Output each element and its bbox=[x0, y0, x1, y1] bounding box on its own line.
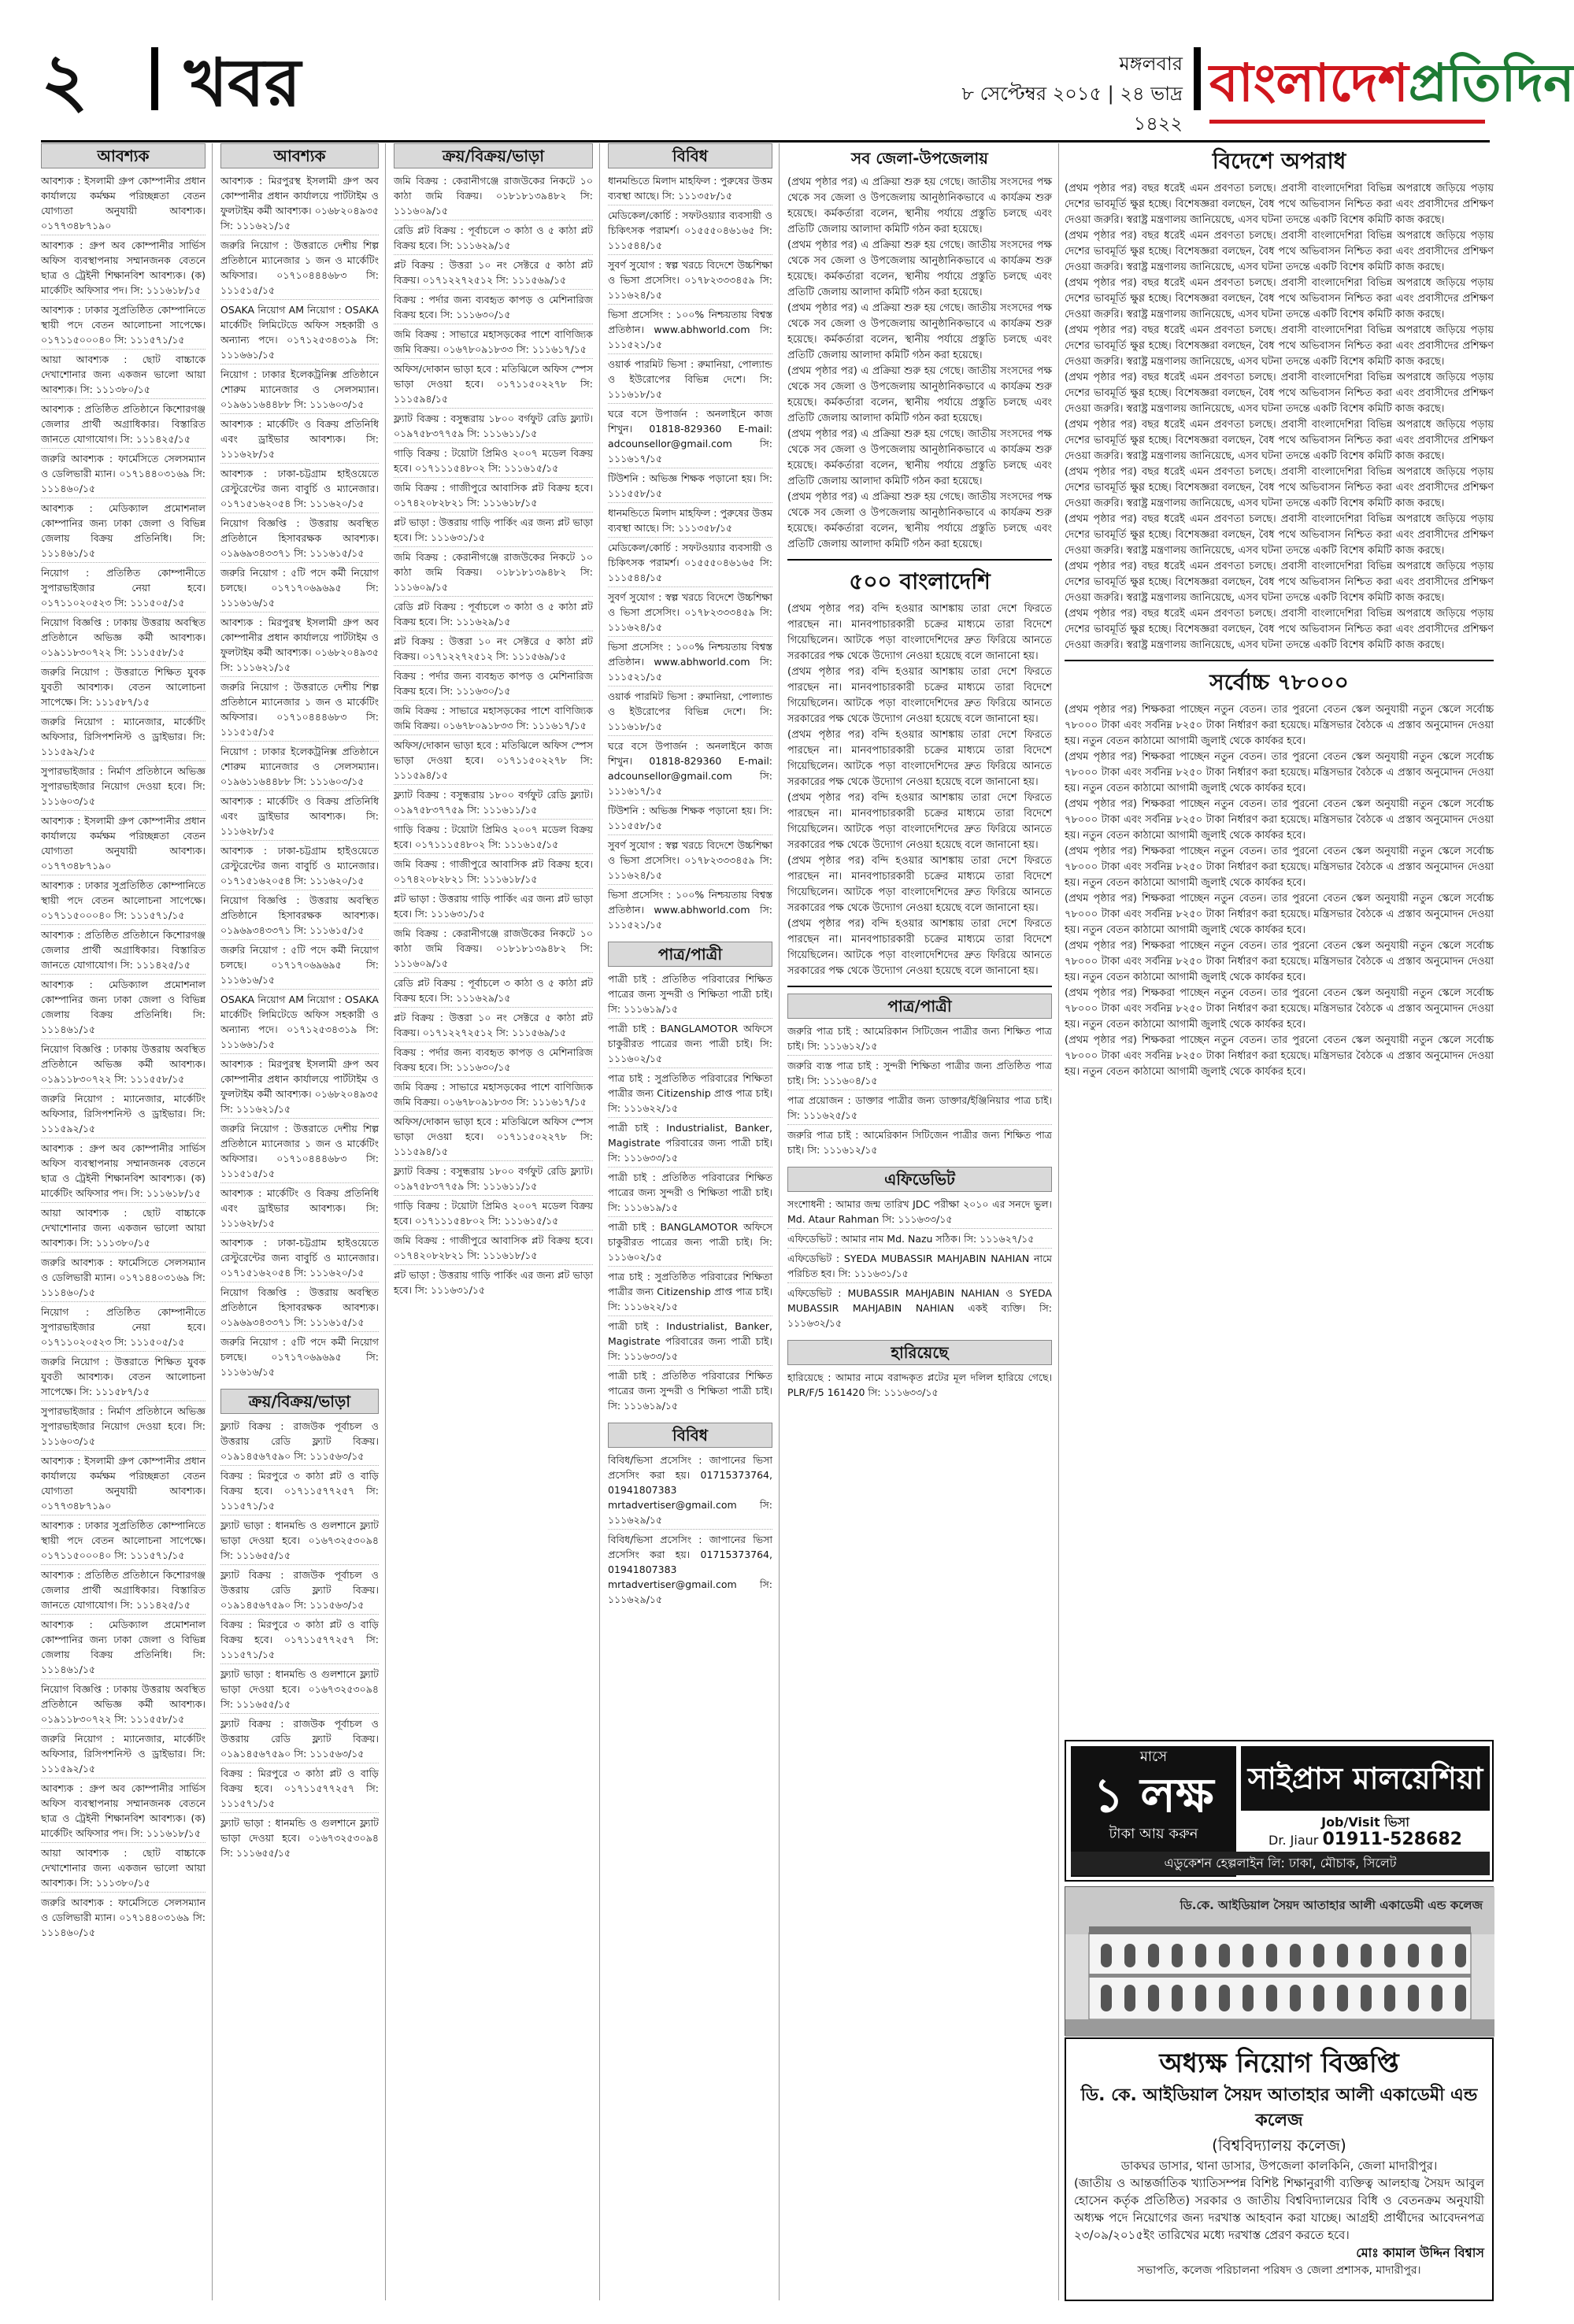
news-body: (প্রথম পৃষ্ঠার পর) শিক্ষকরা পাচ্ছেন নতুন বেতন। তার পুরনো বেতন স্কেল অনুযায়ী নতুন স্কেলে সর্বোচ্চ ৭৮০০০ টাকা এবং সর্বনিম্ন ৮২৫০ টাকা নির্ধারণ করা হয়েছে। মন্ত্রিসভার বৈঠকে এ প্রস্তাব অনুমোদন দেওয়া হয়। নতুন বেতন কাঠামো আগামী জুলাই থেকে কার্যকর হবে। bbox=[1065, 704, 1494, 747]
classified-ad: মেডিকেল/কোর্চি : সফটওয়্যার ব্যবসায়ী ও চিকিৎসক পরামর্শ। ০১৫৫৫০৪৬১৬৫ সি: ১১১৫৪৪/১৫ bbox=[608, 537, 772, 587]
classified-ad: পাত্র চাই : সুপ্রতিষ্ঠিত পরিবারের শিক্ষিতা পাত্রীর জন্য Citizenship প্রাপ্ত পাত্র চাই। সি: ১১১৬২২/১৫ bbox=[608, 1266, 772, 1316]
classified-ad: রেডি প্লট বিক্রয় : পূর্বাচলে ৩ কাঠা ও ৫ কাঠা প্লট বিক্রয় হবে। সি: ১১১৬২৯/১৫ bbox=[394, 596, 593, 631]
classified-ad: এফিডেভিট : আমার নাম Md. Nazu সঠিক। সি: ১১১৬২৭/১৫ bbox=[787, 1228, 1052, 1248]
classified-ad: নিয়োগ : প্রতিষ্ঠিত কোম্পানীতে সুপারভাইজার নেয়া হবে। ০১৭১১০২০৫২৩ সি: ১১১৫০৫/১৫ bbox=[41, 1301, 206, 1351]
classified-ad: হারিয়েছে : আমার নামে বরাদ্দকৃত প্লটের মূল দলিল হারিয়ে গেছে। PLR/F/5 161420 সি: ১১১৬৩৩/১৫ bbox=[787, 1371, 1052, 1398]
classified-ad: ফ্ল্যাট বিক্রয় : বসুন্ধরায় ১৮০০ বর্গফুট রেডি ফ্ল্যাট। ০১৯৭৫৮৩৭৭৫৯ সি: ১১১৬১১/১৫ bbox=[394, 1160, 593, 1195]
promo-headline: ১ লক্ষ bbox=[1093, 1768, 1214, 1823]
classified-ad: আবশ্যক : প্রতিষ্ঠিত প্রতিষ্ঠানে কিশোরগঞ্জ জেলার প্রার্থী অগ্রাধিকার। বিস্তারিত জানতে যোগাযোগ। সি: ১১১৪২৫/১৫ bbox=[41, 924, 206, 974]
column-2 bbox=[220, 143, 386, 2300]
classified-ad: নিয়োগ বিজ্ঞপ্তি : উত্তরায় অবস্থিত প্রতিষ্ঠানে হিসাবরক্ষক আবশ্যক। ০১৯৬৯৩৪৩৩৭১ সি: ১১১৬১৫/১৫ bbox=[220, 513, 379, 562]
signatory-name: মোঃ কামাল উদ্দিন বিশ্বাস bbox=[1356, 2245, 1484, 2260]
classified-ad: বিক্রয় : পর্দার জন্য ব্যবহৃত কাপড় ও মেশিনারিজ বিক্রয় হবে। সি: ১১১৬৩০/১৫ bbox=[394, 665, 593, 700]
classified-ad: জরুরি নিয়োগ : উত্তরাতে শিক্ষিত যুবক যুবতী আবশ্যক। বেতন আলোচনা সাপেক্ষে। সি: ১১১৫৮৭/১৫ bbox=[41, 661, 206, 711]
classified-ad: পাত্রী চাই : Industrialist, Banker, Magistrate পরিবারের জন্য পাত্রী চাই। সি: ১১১৬৩৩/১৫ bbox=[608, 1117, 772, 1167]
promo-contact-name: Dr. Jiaur bbox=[1268, 1833, 1319, 1848]
column-1 bbox=[41, 143, 213, 2300]
classified-ad: OSAKA নিয়োগ AM নিয়োগ : OSAKA মার্কেটিং লিমিটেডে অফিস সহকারী ও অন্যান্য পদে। ০১৭১২৫৩৪৩১৯ সি: ১১১৬৬১/১৫ bbox=[220, 989, 379, 1053]
classified-ad: নিয়োগ : প্রতিষ্ঠিত কোম্পানীতে সুপারভাইজার নেয়া হবে। ০১৭১১০২০৫২৩ সি: ১১১৫০৫/১৫ bbox=[41, 562, 206, 612]
column-6 bbox=[1065, 143, 1494, 1734]
classified-ad: OSAKA নিয়োগ AM নিয়োগ : OSAKA মার্কেটিং লিমিটেডে অফিস সহকারী ও অন্যান্য পদে। ০১৭১২৫৩৪৩১৯ সি: ১১১৬৬১/১৫ bbox=[220, 299, 379, 364]
news-body: (প্রথম পৃষ্ঠার পর) শিক্ষকরা পাচ্ছেন নতুন বেতন। তার পুরনো বেতন স্কেল অনুযায়ী নতুন স্কেলে সর্বোচ্চ ৭৮০০০ টাকা এবং সর্বনিম্ন ৮২৫০ টাকা নির্ধারণ করা হয়েছে। মন্ত্রিসভার বৈঠকে এ প্রস্তাব অনুমোদন দেওয়া হয়। নতুন বেতন কাঠামো আগামী জুলাই থেকে কার্যকর হবে। bbox=[1065, 1034, 1494, 1078]
divider bbox=[787, 986, 1052, 987]
classified-ad: ফ্ল্যাট ভাড়া : ধানমন্ডি ও গুলশানে ফ্ল্যাট ভাড়া দেওয়া হবে। ০১৬৭৩২৫৩০৯৪ সি: ১১১৬৫৫/১৫ bbox=[220, 1812, 379, 1862]
section-name: খবর bbox=[184, 44, 302, 121]
classified-ad: টিউশনি : অভিজ্ঞ শিক্ষক পড়ানো হয়। সি: ১১১৫৫৮/১৫ bbox=[608, 468, 772, 502]
classified-ad: এফিডেভিট : MUBASSIR MAHJABIN NAHIAN ও SYEDA MUBASSIR MAHJABIN NAHIAN একই ব্যক্তি। সি: ১১১৬৩২/১৫ bbox=[787, 1282, 1052, 1332]
classified-ad: অফিস/দোকান ভাড়া হবে : মতিঝিলে অফিস স্পেস ভাড়া দেওয়া হবে। ০১৭১১৫০২২৭৮ সি: ১১১৫৯৪/১৫ bbox=[394, 1111, 593, 1160]
classified-ad: আবশ্যক : মিরপুরস্থ ইসলামী গ্রুপ অব কোম্পানীর প্রধান কার্যালয়ে পার্টটাইম ও ফুলটাইম কর্মী আবশ্যক। ০১৬৮২০৪৯৩৫ সি: ১১১৬২১/১৫ bbox=[220, 612, 379, 676]
classified-ad: নিয়োগ বিজ্ঞপ্তি : উত্তরায় অবস্থিত প্রতিষ্ঠানে হিসাবরক্ষক আবশ্যক। ০১৯৬৯৩৪৩৩৭১ সি: ১১১৬১৫/১৫ bbox=[220, 890, 379, 939]
classified-ad: জমি বিক্রয় : কেরানীগঞ্জে রাজউকের নিকটে ১০ কাঠা জমি বিক্রয়। ০১৮১৮১৩৯৪৮২ সি: ১১১৬০৯/১৫ bbox=[394, 175, 593, 216]
classified-ad: সংশোধনী : আমার জন্ম তারিখ JDC পরীক্ষা ২০১০ এর সনদে ভুল। Md. Ataur Rahman সি: ১১১৬৩৩/১৫ bbox=[787, 1198, 1052, 1225]
classified-ad: জরুরি নিয়োগ : ৫টি পদে কর্মী নিয়োগ চলছে। ০১৭১৭০৬৯৬৯৫ সি: ১১১৬১৬/১৫ bbox=[220, 562, 379, 612]
classified-ad: আবশ্যক : মেডিক্যাল প্রমোশনাল কোম্পানির জন্য ঢাকা জেলা ও বিভিন্ন জেলায় বিক্রয় প্রতিনিধি। সি: ১১১৪৬১/১৫ bbox=[41, 498, 206, 562]
classified-ad: আবশ্যক : মেডিক্যাল প্রমোশনাল কোম্পানির জন্য ঢাকা জেলা ও বিভিন্ন জেলায় বিক্রয় প্রতিনিধি। সি: ১১১৪৬১/১৫ bbox=[41, 974, 206, 1038]
classified-ad: প্লট ভাড়া : উত্তরায় গাড়ি পার্কিং এর জন্য প্লট ভাড়া হবে। সি: ১১১৬৩১/১৫ bbox=[394, 888, 593, 923]
classified-ad: বিক্রয় : মিরপুরে ৩ কাঠা প্লট ও বাড়ি বিক্রয় হবে। ০১৭১১৫৭৭২৫৭ সি: ১১১৫৭১/১৫ bbox=[220, 1763, 379, 1812]
classified-ad: ভিসা প্রসেসিং : ১০০% নিশ্চয়তায় বিশ্বস্ত প্রতিষ্ঠান। www.abhworld.com সি: ১১১৫২১/১৫ bbox=[608, 884, 772, 934]
news-headline: ৫০০ বাংলাদেশি bbox=[849, 568, 991, 594]
news-body: (প্রথম পৃষ্ঠার পর) বছর ধরেই এমন প্রবণতা চলছে। প্রবাসী বাংলাদেশিরা বিভিন্ন অপরাধে জড়িয়ে পড়ায় দেশের ভাবমূর্তি ক্ষুণ্ণ হচ্ছে। বিশেষজ্ঞরা বলছেন, বৈধ পথে অভিবাসন নিশ্চিত করা এবং প্রবাসীদের প্রশিক্ষণ দেওয়া জরুরি। স্বরাষ্ট্র মন্ত্রণালয় জানিয়েছে, এসব ঘটনা তদন্তে একটি বিশেষ কমিটি কাজ করছে। bbox=[1065, 466, 1494, 509]
news-headline: সব জেলা-উপজেলায় bbox=[851, 149, 988, 168]
classified-ad: সুবর্ণ সুযোগ : স্বল্প খরচে বিদেশে উচ্চশিক্ষা ও ভিসা প্রসেসিং। ০১৭৮২৩৩৩৪৫৯ সি: ১১১৬২৪/১৫ bbox=[608, 254, 772, 304]
classified-ad: ধানমন্ডিতে মিলাদ মাহফিল : পুরুষের উত্তম ব্যবস্থা আছে। সি: ১১১৩৫৮/১৫ bbox=[608, 175, 772, 202]
classified-ad: গাড়ি বিক্রয় : টয়োটা প্রিমিও ২০০৭ মডেল বিক্রয় হবে। ০১৭১১১৫৪৮০২ সি: ১১১৬১৫/১৫ bbox=[394, 819, 593, 853]
classified-ad: আবশ্যক : প্রতিষ্ঠিত প্রতিষ্ঠানে কিশোরগঞ্জ জেলার প্রার্থী অগ্রাধিকার। বিস্তারিত জানতে যোগাযোগ। সি: ১১১৪২৫/১৫ bbox=[41, 1564, 206, 1614]
classified-ad: জমি বিক্রয় : কেরানীগঞ্জে রাজউকের নিকটে ১০ কাঠা জমি বিক্রয়। ০১৮১৮১৩৯৪৮২ সি: ১১১৬০৯/১৫ bbox=[394, 546, 593, 596]
classified-ad: সুপারভাইজার : নির্মাণ প্রতিষ্ঠানে অভিজ্ঞ সুপারভাইজার নিয়োগ দেওয়া হবে। সি: ১১১৬০৩/১৫ bbox=[41, 760, 206, 810]
classified-ad: জমি বিক্রয় : গাজীপুরে আবাসিক প্লট বিক্রয় হবে। ০১৭৪২০৮২৮২১ সি: ১১১৬১৮/১৫ bbox=[394, 853, 593, 888]
classified-ad: জরুরি পাত্র চাই : আমেরিকান সিটিজেন পাত্রীর জন্য শিক্ষিত পাত্র চাই। সি: ১১১৬১২/১৫ bbox=[787, 1124, 1052, 1159]
classified-ad: গাড়ি বিক্রয় : টয়োটা প্রিমিও ২০০৭ মডেল বিক্রয় হবে। ০১৭১১১৫৪৮০২ সি: ১১১৬১৫/১৫ bbox=[394, 442, 593, 477]
news-body: (প্রথম পৃষ্ঠার পর) শিক্ষকরা পাচ্ছেন নতুন বেতন। তার পুরনো বেতন স্কেল অনুযায়ী নতুন স্কেলে সর্বোচ্চ ৭৮০০০ টাকা এবং সর্বনিম্ন ৮২৫০ টাকা নির্ধারণ করা হয়েছে। মন্ত্রিসভার বৈঠকে এ প্রস্তাব অনুমোদন দেওয়া হয়। নতুন বেতন কাঠামো আগামী জুলাই থেকে কার্যকর হবে। bbox=[1065, 846, 1494, 889]
classified-ad: নিয়োগ : ঢাকার ইলেকট্রনিক্স প্রতিষ্ঠানে শোরুম ম্যানেজার ও সেলসম্যান। ০১৯৬১১৬৪৪৮৮ সি: ১১১৬০৩/১৫ bbox=[220, 741, 379, 790]
classified-ad: জমি বিক্রয় : সাভারে মহাসড়কের পাশে বাণিজ্যিক জমি বিক্রয়। ০১৬৭৮০৯১৮৩৩ সি: ১১১৬১৭/১৫ bbox=[394, 324, 593, 358]
news-body: (প্রথম পৃষ্ঠার পর) বন্দি হওয়ার আশঙ্কায় তারা দেশে ফিরতে পারছেন না। মানবপাচারকারী চক্রের মাধ্যমে তারা বিদেশে গিয়েছিলেন। আটকে পড়া বাংলাদেশিদের দ্রুত ফিরিয়ে আনতে সরকারের পক্ষ থেকে উদ্যোগ নেওয়া হয়েছে বলে জানানো হয়। bbox=[787, 855, 1052, 914]
classified-ad: আবশ্যক : মার্কেটিং ও বিক্রয় প্রতিনিধি এবং ড্রাইভার আবশ্যক। সি: ১১১৬২৮/১৫ bbox=[220, 790, 379, 840]
section-heading: এফিডেভিট bbox=[787, 1167, 1052, 1192]
classified-ad: ধানমন্ডিতে মিলাদ মাহফিল : পুরুষের উত্তম ব্যবস্থা আছে। সি: ১১১৩৫৮/১৫ bbox=[608, 502, 772, 537]
promo-countries: সাইপ্রাস মালয়েশিয়া bbox=[1241, 1746, 1490, 1811]
classified-ad: বিক্রয় : পর্দার জন্য ব্যবহৃত কাপড় ও মেশিনারিজ বিক্রয় হবে। সি: ১১১৬৩০/১৫ bbox=[394, 289, 593, 324]
college-building-photo bbox=[1065, 1886, 1494, 2036]
news-body: (প্রথম পৃষ্ঠার পর) শিক্ষকরা পাচ্ছেন নতুন বেতন। তার পুরনো বেতন স্কেল অনুযায়ী নতুন স্কেলে সর্বোচ্চ ৭৮০০০ টাকা এবং সর্বনিম্ন ৮২৫০ টাকা নির্ধারণ করা হয়েছে। মন্ত্রিসভার বৈঠকে এ প্রস্তাব অনুমোদন দেওয়া হয়। নতুন বেতন কাঠামো আগামী জুলাই থেকে কার্যকর হবে। bbox=[1065, 798, 1494, 842]
classified-ad: ফ্ল্যাট ভাড়া : ধানমন্ডি ও গুলশানে ফ্ল্যাট ভাড়া দেওয়া হবে। ০১৬৭৩২৫৩০৯৪ সি: ১১১৬৫৫/১৫ bbox=[220, 1515, 379, 1564]
classified-ad: প্লট বিক্রয় : উত্তরা ১০ নং সেক্টরে ৫ কাঠা প্লট বিক্রয়। ০১৭১২২৭২৫১২ সি: ১১১৫৬৯/১৫ bbox=[394, 254, 593, 289]
classified-ad: জমি বিক্রয় : কেরানীগঞ্জে রাজউকের নিকটে ১০ কাঠা জমি বিক্রয়। ০১৮১৮১৩৯৪৮২ সি: ১১১৬০৯/১৫ bbox=[394, 923, 593, 972]
news-body: (প্রথম পৃষ্ঠার পর) বছর ধরেই এমন প্রবণতা চলছে। প্রবাসী বাংলাদেশিরা বিভিন্ন অপরাধে জড়িয়ে পড়ায় দেশের ভাবমূর্তি ক্ষুণ্ণ হচ্ছে। বিশেষজ্ঞরা বলছেন, বৈধ পথে অভিবাসন নিশ্চিত করা এবং প্রবাসীদের প্রশিক্ষণ দেওয়া জরুরি। স্বরাষ্ট্র মন্ত্রণালয় জানিয়েছে, এসব ঘটনা তদন্তে একটি বিশেষ কমিটি কাজ করছে। bbox=[1065, 277, 1494, 320]
classified-ad: বিবিধ/ভিসা প্রসেসিং : জাপানের ভিসা প্রসেসিং করা হয়। 01715373764, 01941807383 mrtadvertiser@gmail.com সি: ১১১৬২৯/১৫ bbox=[608, 1454, 772, 1526]
news-body: (প্রথম পৃষ্ঠার পর) শিক্ষকরা পাচ্ছেন নতুন বেতন। তার পুরনো বেতন স্কেল অনুযায়ী নতুন স্কেলে সর্বোচ্চ ৭৮০০০ টাকা এবং সর্বনিম্ন ৮২৫০ টাকা নির্ধারণ করা হয়েছে। মন্ত্রিসভার বৈঠকে এ প্রস্তাব অনুমোদন দেওয়া হয়। নতুন বেতন কাঠামো আগামী জুলাই থেকে কার্যকর হবে। bbox=[1065, 987, 1494, 1031]
news-body: (প্রথম পৃষ্ঠার পর) শিক্ষকরা পাচ্ছেন নতুন বেতন। তার পুরনো বেতন স্কেল অনুযায়ী নতুন স্কেলে সর্বোচ্চ ৭৮০০০ টাকা এবং সর্বনিম্ন ৮২৫০ টাকা নির্ধারণ করা হয়েছে। মন্ত্রিসভার বৈঠকে এ প্রস্তাব অনুমোদন দেওয়া হয়। নতুন বেতন কাঠামো আগামী জুলাই থেকে কার্যকর হবে। bbox=[1065, 893, 1494, 936]
classified-ad: আবশ্যক : ঢাকার সুপ্রতিষ্ঠিত কোম্পানিতে স্থায়ী পদে বেতন আলোচনা সাপেক্ষে। ০১৭১১৫০০০৪০ সি: ১১১৫৭১/১৫ bbox=[41, 875, 206, 924]
promo-footer: এডুকেশন হেল্পলাইন লি: ঢাকা, মৌচাক, সিলেট bbox=[1071, 1852, 1490, 1875]
classified-ad: জরুরি নিয়োগ : উত্তরাতে দেশীয় শিল্প প্রতিষ্ঠানে ম্যানেজার ১ জন ও মার্কেটিং অফিসার। ০১৭১০৪৪৪৬৮৩ সি: ১১১৫১৫/১৫ bbox=[220, 235, 379, 299]
classified-ad: আবশ্যক : ঢাকা-চট্টগ্রাম হাইওয়েতে রেস্টুরেন্টের জন্য বাবুর্চি ও ম্যানেজার। ০১৭১৫১৬২০৫৪ সি: ১১১৬২০/১৫ bbox=[220, 1232, 379, 1282]
column-4 bbox=[608, 143, 780, 2300]
classified-ad: গাড়ি বিক্রয় : টয়োটা প্রিমিও ২০০৭ মডেল বিক্রয় হবে। ০১৭১১১৫৪৮০২ সি: ১১১৬১৫/১৫ bbox=[394, 1195, 593, 1230]
classified-ad: আয়া আবশ্যক : ছোট বাচ্চাকে দেখাশোনার জন্য একজন ভালো আয়া আবশ্যক। সি: ১১১৩৮০/১৫ bbox=[41, 349, 206, 398]
column-5 bbox=[787, 143, 1059, 2300]
logo-part-2: প্রতিদিন bbox=[1408, 53, 1574, 113]
section-heading: পাত্র/পাত্রী bbox=[608, 942, 772, 967]
classified-ad: আবশ্যক : মেডিক্যাল প্রমোশনাল কোম্পানির জন্য ঢাকা জেলা ও বিভিন্ন জেলায় বিক্রয় প্রতিনিধি। সি: ১১১৪৬১/১৫ bbox=[41, 1614, 206, 1678]
news-headline: সর্বোচ্চ ৭৮০০০ bbox=[1209, 669, 1349, 695]
classified-ad: জরুরি ব্যস্ত পাত্র চাই : সুন্দরী শিক্ষিতা পাত্রীর জন্য প্রতিষ্ঠিত পাত্র চাই। সি: ১১১৬০৪/১৫ bbox=[787, 1055, 1052, 1090]
classified-ad: ফ্ল্যাট বিক্রয় : বসুন্ধরায় ১৮০০ বর্গফুট রেডি ফ্ল্যাট। ০১৯৭৫৮৩৭৭৫৯ সি: ১১১৬১১/১৫ bbox=[394, 784, 593, 819]
classified-ad: আবশ্যক : মিরপুরস্থ ইসলামী গ্রুপ অব কোম্পানীর প্রধান কার্যালয়ে পার্টটাইম ও ফুলটাইম কর্মী আবশ্যক। ০১৬৮২০৪৯৩৫ সি: ১১১৬২১/১৫ bbox=[220, 1053, 379, 1118]
masthead bbox=[41, 31, 1574, 142]
logo-part-1: বাংলাদেশ bbox=[1209, 53, 1409, 113]
news-body: (প্রথম পৃষ্ঠার পর) এ প্রক্রিয়া শুরু হয় গেছে। জাতীয় সংসদের পক্ষ থেকে সব জেলা ও উপজেলায় আনুষ্ঠানিকভাবে এ কার্যক্রম শুরু হয়েছে। কর্মকর্তারা বলেন, স্থানীয় পর্যায়ে প্রস্তুতি চলছে এবং প্রতিটি জেলায় আলাদা কমিটি গঠন করা হয়েছে। bbox=[787, 491, 1052, 550]
classified-ad: আবশ্যক : ঢাকা-চট্টগ্রাম হাইওয়েতে রেস্টুরেন্টের জন্য বাবুর্চি ও ম্যানেজার। ০১৭১৫১৬২০৫৪ সি: ১১১৬২০/১৫ bbox=[220, 840, 379, 890]
classified-ad: নিয়োগ : ঢাকার ইলেকট্রনিক্স প্রতিষ্ঠানে শোরুম ম্যানেজার ও সেলসম্যান। ০১৯৬১১৬৪৪৮৮ সি: ১১১৬০৩/১৫ bbox=[220, 364, 379, 413]
news-body: (প্রথম পৃষ্ঠার পর) শিক্ষকরা পাচ্ছেন নতুন বেতন। তার পুরনো বেতন স্কেল অনুযায়ী নতুন স্কেলে সর্বোচ্চ ৭৮০০০ টাকা এবং সর্বনিম্ন ৮২৫০ টাকা নির্ধারণ করা হয়েছে। মন্ত্রিসভার বৈঠকে এ প্রস্তাব অনুমোদন দেওয়া হয়। নতুন বেতন কাঠামো আগামী জুলাই থেকে কার্যকর হবে। bbox=[1065, 751, 1494, 794]
classified-ad: আয়া আবশ্যক : ছোট বাচ্চাকে দেখাশোনার জন্য একজন ভালো আয়া আবশ্যক। সি: ১১১৩৮০/১৫ bbox=[41, 1842, 206, 1892]
classified-ad: ভিসা প্রসেসিং : ১০০% নিশ্চয়তায় বিশ্বস্ত প্রতিষ্ঠান। www.abhworld.com সি: ১১১৫২১/১৫ bbox=[608, 636, 772, 686]
classified-ad: পাত্রী চাই : BANGLAMOTOR অফিসে চাকুরীরত পাত্রের জন্য পাত্রী চাই। সি: ১১১৬০২/১৫ bbox=[608, 1216, 772, 1266]
classified-ad: আবশ্যক : ইসলামী গ্রুপ কোম্পানীর প্রধান কার্যালয়ে কর্মক্ষম পরিচ্ছন্নতা বেতন যোগ্যতা অনুযায়ী আবশ্যক। ০১৭৭৩৪৮৭১৯০ bbox=[41, 810, 206, 875]
news-body: (প্রথম পৃষ্ঠার পর) বছর ধরেই এমন প্রবণতা চলছে। প্রবাসী বাংলাদেশিরা বিভিন্ন অপরাধে জড়িয়ে পড়ায় দেশের ভাবমূর্তি ক্ষুণ্ণ হচ্ছে। বিশেষজ্ঞরা বলছেন, বৈধ পথে অভিবাসন নিশ্চিত করা এবং প্রবাসীদের প্রশিক্ষণ দেওয়া জরুরি। স্বরাষ্ট্র মন্ত্রণালয় জানিয়েছে, এসব ঘটনা তদন্তে একটি বিশেষ কমিটি কাজ করছে। bbox=[1065, 561, 1494, 604]
news-body: (প্রথম পৃষ্ঠার পর) এ প্রক্রিয়া শুরু হয় গেছে। জাতীয় সংসদের পক্ষ থেকে সব জেলা ও উপজেলায় আনুষ্ঠানিকভাবে এ কার্যক্রম শুরু হয়েছে। কর্মকর্তারা বলেন, স্থানীয় পর্যায়ে প্রস্তুতি চলছে এবং প্রতিটি জেলায় আলাদা কমিটি গঠন করা হয়েছে। bbox=[787, 302, 1052, 361]
classified-ad: জরুরি নিয়োগ : ম্যানেজার, মার্কেটিং অফিসার, রিসিপশনিস্ট ও ড্রাইভার। সি: ১১১৫৯২/১৫ bbox=[41, 1088, 206, 1138]
news-body: (প্রথম পৃষ্ঠার পর) বছর ধরেই এমন প্রবণতা চলছে। প্রবাসী বাংলাদেশিরা বিভিন্ন অপরাধে জড়িয়ে পড়ায় দেশের ভাবমূর্তি ক্ষুণ্ণ হচ্ছে। বিশেষজ্ঞরা বলছেন, বৈধ পথে অভিবাসন নিশ্চিত করা এবং প্রবাসীদের প্রশিক্ষণ দেওয়া জরুরি। স্বরাষ্ট্র মন্ত্রণালয় জানিয়েছে, এসব ঘটনা তদন্তে একটি বিশেষ কমিটি কাজ করছে। bbox=[1065, 230, 1494, 273]
classified-ad: আবশ্যক : ইসলামী গ্রুপ কোম্পানীর প্রধান কার্যালয়ে কর্মক্ষম পরিচ্ছন্নতা বেতন যোগ্যতা অনুযায়ী আবশ্যক। ০১৭৭৩৪৮৭১৯০ bbox=[41, 175, 206, 231]
classified-ad: জরুরি নিয়োগ : উত্তরাতে দেশীয় শিল্প প্রতিষ্ঠানে ম্যানেজার ১ জন ও মার্কেটিং অফিসার। ০১৭১০৪৪৪৬৮৩ সি: ১১১৫১৫/১৫ bbox=[220, 676, 379, 741]
college-address: ডাকঘর ডাসার, থানা ডাসার, উপজেলা কালকিনি, জেলা মাদারীপুর। bbox=[1120, 2159, 1438, 2173]
classified-ad: আবশ্যক : ঢাকার সুপ্রতিষ্ঠিত কোম্পানিতে স্থায়ী পদে বেতন আলোচনা সাপেক্ষে। ০১৭১১৫০০০৪০ সি: ১১১৫৭১/১৫ bbox=[41, 1515, 206, 1564]
section-heading: বিবিধ bbox=[608, 1423, 772, 1448]
classified-ad: বিক্রয় : পর্দার জন্য ব্যবহৃত কাপড় ও মেশিনারিজ বিক্রয় হবে। সি: ১১১৬৩০/১৫ bbox=[394, 1042, 593, 1076]
classified-ad: বিক্রয় : মিরপুরে ৩ কাঠা প্লট ও বাড়ি বিক্রয় হবে। ০১৭১১৫৭৭২৫৭ সি: ১১১৫৭১/১৫ bbox=[220, 1465, 379, 1515]
classified-ad: জরুরি পাত্র চাই : আমেরিকান সিটিজেন পাত্রীর জন্য শিক্ষিত পাত্র চাই। সি: ১১১৬১২/১৫ bbox=[787, 1025, 1052, 1052]
news-body: (প্রথম পৃষ্ঠার পর) বন্দি হওয়ার আশঙ্কায় তারা দেশে ফিরতে পারছেন না। মানবপাচারকারী চক্রের মাধ্যমে তারা বিদেশে গিয়েছিলেন। আটকে পড়া বাংলাদেশিদের দ্রুত ফিরিয়ে আনতে সরকারের পক্ষ থেকে উদ্যোগ নেওয়া হয়েছে বলে জানানো হয়। bbox=[787, 666, 1052, 725]
news-body: (প্রথম পৃষ্ঠার পর) এ প্রক্রিয়া শুরু হয় গেছে। জাতীয় সংসদের পক্ষ থেকে সব জেলা ও উপজেলায় আনুষ্ঠানিকভাবে এ কার্যক্রম শুরু হয়েছে। কর্মকর্তারা বলেন, স্থানীয় পর্যায়ে প্রস্তুতি চলছে এবং প্রতিটি জেলায় আলাদা কমিটি গঠন করা হয়েছে। bbox=[787, 176, 1052, 235]
section-heading: বিবিধ bbox=[608, 143, 772, 168]
classified-ad: সুবর্ণ সুযোগ : স্বল্প খরচে বিদেশে উচ্চশিক্ষা ও ভিসা প্রসেসিং। ০১৭৮২৩৩৩৪৫৯ সি: ১১১৬২৪/১৫ bbox=[608, 834, 772, 884]
classified-ad: জরুরি নিয়োগ : ৫টি পদে কর্মী নিয়োগ চলছে। ০১৭১৭০৬৯৬৯৫ সি: ১১১৬১৬/১৫ bbox=[220, 939, 379, 989]
classified-ad: জমি বিক্রয় : সাভারে মহাসড়কের পাশে বাণিজ্যিক জমি বিক্রয়। ০১৬৭৮০৯১৮৩৩ সি: ১১১৬১৭/১৫ bbox=[394, 1076, 593, 1111]
date-block bbox=[915, 49, 1183, 139]
classified-ad: পাত্রী চাই : BANGLAMOTOR অফিসে চাকুরীরত পাত্রের জন্য পাত্রী চাই। সি: ১১১৬০২/১৫ bbox=[608, 1018, 772, 1068]
news-headline: বিদেশে অপরাধ bbox=[1212, 148, 1346, 174]
notice-title: অধ্যক্ষ নিয়োগ বিজ্ঞপ্তি bbox=[1159, 2048, 1399, 2079]
college-name: ডি. কে. আইডিয়াল সৈয়দ আতাহার আলী একাডেমী এন্ড কলেজ bbox=[1080, 2085, 1478, 2130]
section-heading: হারিয়েছে bbox=[787, 1340, 1052, 1365]
classified-ad: রেডি প্লট বিক্রয় : পূর্বাচলে ৩ কাঠা ও ৫ কাঠা প্লট বিক্রয় হবে। সি: ১১১৬২৯/১৫ bbox=[394, 220, 593, 254]
college-affiliation: (বিশ্ববিদ্যালয় কলেজ) bbox=[1212, 2136, 1346, 2155]
classified-ad: জরুরি নিয়োগ : ম্যানেজার, মার্কেটিং অফিসার, রিসিপশনিস্ট ও ড্রাইভার। সি: ১১১৫৯২/১৫ bbox=[41, 711, 206, 760]
classified-ad: প্লট ভাড়া : উত্তরায় গাড়ি পার্কিং এর জন্য প্লট ভাড়া হবে। সি: ১১১৬৩১/১৫ bbox=[394, 512, 593, 546]
section-heading: ক্রয়/বিক্রয়/ভাড়া bbox=[220, 1389, 379, 1414]
classified-ad: জরুরি আবশ্যক : ফার্মেসিতে সেলসম্যান ও ডেলিভারী ম্যান। ০১৭১৪৪০৩১৬৯ সি: ১১১৪৬০/১৫ bbox=[41, 1892, 206, 1941]
classified-ad: জরুরি আবশ্যক : ফার্মেসিতে সেলসম্যান ও ডেলিভারী ম্যান। ০১৭১৪৪০৩১৬৯ সি: ১১১৪৬০/১৫ bbox=[41, 448, 206, 498]
classified-ad: পাত্রী চাই : Industrialist, Banker, Magistrate পরিবারের জন্য পাত্রী চাই। সি: ১১১৬৩৩/১৫ bbox=[608, 1316, 772, 1365]
classified-ad: ওয়ার্ক পারমিট ভিসা : রুমানিয়া, পোল্যান্ড ও ইউরোপের বিভিন্ন দেশে। সি: ১১১৬১৮/১৫ bbox=[608, 353, 772, 403]
classified-ad: রেডি প্লট বিক্রয় : পূর্বাচলে ৩ কাঠা ও ৫ কাঠা প্লট বিক্রয় হবে। সি: ১১১৬২৯/১৫ bbox=[394, 972, 593, 1007]
classified-ad: ফ্ল্যাট বিক্রয় : রাজউক পূর্বাচল ও উত্তরায় রেডি ফ্ল্যাট বিক্রয়। ০১৯১৪৫৬৭৫৯০ সি: ১১১৫৬৩/১৫ bbox=[220, 1564, 379, 1614]
news-body: (প্রথম পৃষ্ঠার পর) বছর ধরেই এমন প্রবণতা চলছে। প্রবাসী বাংলাদেশিরা বিভিন্ন অপরাধে জড়িয়ে পড়ায় দেশের ভাবমূর্তি ক্ষুণ্ণ হচ্ছে। বিশেষজ্ঞরা বলছেন, বৈধ পথে অভিবাসন নিশ্চিত করা এবং প্রবাসীদের প্রশিক্ষণ দেওয়া জরুরি। স্বরাষ্ট্র মন্ত্রণালয় জানিয়েছে, এসব ঘটনা তদন্তে একটি বিশেষ কমিটি কাজ করছে। bbox=[1065, 183, 1494, 226]
promo-visa: Job/Visit ভিসা bbox=[1321, 1815, 1409, 1830]
classified-ad: আবশ্যক : গ্রুপ অব কোম্পানীর সার্ভিস অফিস ব্যবস্থাপনায় সম্মানজনক বেতনে ছাত্র ও ট্রেইনী শিক্ষানবিশ আবশ্যক। (ক) মার্কেটিং অফিসার পদ। সি: ১১১৬১৮/১৫ bbox=[41, 235, 206, 299]
classified-ad: আয়া আবশ্যক : ছোট বাচ্চাকে দেখাশোনার জন্য একজন ভালো আয়া আবশ্যক। সি: ১১১৩৮০/১৫ bbox=[41, 1202, 206, 1252]
classified-ad: জরুরি নিয়োগ : ৫টি পদে কর্মী নিয়োগ চলছে। ০১৭১৭০৬৯৬৯৫ সি: ১১১৬১৬/১৫ bbox=[220, 1331, 379, 1381]
promo-phone: 01911-528682 bbox=[1322, 1830, 1462, 1849]
classified-ad: অফিস/দোকান ভাড়া হবে : মতিঝিলে অফিস স্পেস ভাড়া দেওয়া হবে। ০১৭১১৫০২২৭৮ সি: ১১১৫৯৪/১৫ bbox=[394, 358, 593, 408]
news-body: (প্রথম পৃষ্ঠার পর) বছর ধরেই এমন প্রবণতা চলছে। প্রবাসী বাংলাদেশিরা বিভিন্ন অপরাধে জড়িয়ে পড়ায় দেশের ভাবমূর্তি ক্ষুণ্ণ হচ্ছে। বিশেষজ্ঞরা বলছেন, বৈধ পথে অভিবাসন নিশ্চিত করা এবং প্রবাসীদের প্রশিক্ষণ দেওয়া জরুরি। স্বরাষ্ট্র মন্ত্রণালয় জানিয়েছে, এসব ঘটনা তদন্তে একটি বিশেষ কমিটি কাজ করছে। bbox=[1065, 608, 1494, 651]
column-3 bbox=[394, 143, 600, 2300]
news-body: (প্রথম পৃষ্ঠার পর) এ প্রক্রিয়া শুরু হয় গেছে। জাতীয় সংসদের পক্ষ থেকে সব জেলা ও উপজেলায় আনুষ্ঠানিকভাবে এ কার্যক্রম শুরু হয়েছে। কর্মকর্তারা বলেন, স্থানীয় পর্যায়ে প্রস্তুতি চলছে এবং প্রতিটি জেলায় আলাদা কমিটি গঠন করা হয়েছে। bbox=[787, 239, 1052, 298]
classified-ad: নিয়োগ বিজ্ঞপ্তি : ঢাকায় উত্তরায় অবস্থিত প্রতিষ্ঠানে অভিজ্ঞ কর্মী আবশ্যক। ০১৯১১৮৩০৭২২ সি: ১১১৫৫৮/১৫ bbox=[41, 1038, 206, 1088]
classified-ad: পাত্র প্রয়োজন : ডাক্তার পাত্রীর জন্য ডাক্তার/ইঞ্জিনিয়ার পাত্র চাই। সি: ১১১৬২৫/১৫ bbox=[787, 1090, 1052, 1124]
classified-ad: নিয়োগ বিজ্ঞপ্তি : ঢাকায় উত্তরায় অবস্থিত প্রতিষ্ঠানে অভিজ্ঞ কর্মী আবশ্যক। ০১৯১১৮৩০৭২২ সি: ১১১৫৫৮/১৫ bbox=[41, 1678, 206, 1728]
classified-ad: জমি বিক্রয় : সাভারে মহাসড়কের পাশে বাণিজ্যিক জমি বিক্রয়। ০১৬৭৮০৯১৮৩৩ সি: ১১১৬১৭/১৫ bbox=[394, 700, 593, 735]
classified-ad: ঘরে বসে উপার্জন : অনলাইনে কাজ শিখুন। 01818-829360 E-mail: adcounsellor@gmail.com সি: ১১১৬১৭/১৫ bbox=[608, 403, 772, 468]
classified-ad: ফ্ল্যাট বিক্রয় : বসুন্ধরায় ১৮০০ বর্গফুট রেডি ফ্ল্যাট। ০১৯৭৫৮৩৭৭৫৯ সি: ১১১৬১১/১৫ bbox=[394, 408, 593, 442]
divider bbox=[1065, 660, 1494, 661]
section-heading: আবশ্যক bbox=[220, 143, 379, 168]
classified-ad: মেডিকেল/কোর্চি : সফটওয়্যার ব্যবসায়ী ও চিকিৎসক পরামর্শ। ০১৫৫৫০৪৬১৬৫ সি: ১১১৫৪৪/১৫ bbox=[608, 205, 772, 254]
issue-date: ৮ সেপ্টেম্বর ২০১৫ | ২৪ ভাদ্র ১৪২২ bbox=[961, 83, 1183, 135]
section-heading: ক্রয়/বিক্রয়/ভাড়া bbox=[394, 143, 593, 168]
classified-ad: জরুরি আবশ্যক : ফার্মেসিতে সেলসম্যান ও ডেলিভারী ম্যান। ০১৭১৪৪০৩১৬৯ সি: ১১১৪৬০/১৫ bbox=[41, 1252, 206, 1301]
promo-line: টাকা আয় করুন bbox=[1109, 1826, 1198, 1842]
page-number: ২ bbox=[41, 37, 88, 122]
classified-ad: আবশ্যক : মিরপুরস্থ ইসলামী গ্রুপ অব কোম্পানীর প্রধান কার্যালয়ে পার্টটাইম ও ফুলটাইম কর্মী আবশ্যক। ০১৬৮২০৪৯৩৫ সি: ১১১৬২১/১৫ bbox=[220, 175, 379, 231]
photo-banner-text: ডি.কে. আইডিয়াল সৈয়দ আতাহার আলী একাডেমী এন্ড কলেজ bbox=[1180, 1898, 1483, 1912]
masthead-separator bbox=[151, 47, 158, 110]
classified-ad: নিয়োগ বিজ্ঞপ্তি : ঢাকায় উত্তরায় অবস্থিত প্রতিষ্ঠানে অভিজ্ঞ কর্মী আবশ্যক। ০১৯১১৮৩০৭২২ সি: ১১১৫৫৮/১৫ bbox=[41, 612, 206, 661]
section-heading: পাত্র/পাত্রী bbox=[787, 994, 1052, 1019]
classified-ad: জমি বিক্রয় : গাজীপুরে আবাসিক প্লট বিক্রয় হবে। ০১৭৪২০৮২৮২১ সি: ১১১৬১৮/১৫ bbox=[394, 1230, 593, 1264]
principal-recruitment-notice bbox=[1065, 2037, 1494, 2301]
newspaper-logo bbox=[1209, 46, 1574, 121]
classified-ad: পাত্রী চাই : প্রতিষ্ঠিত পরিবারের শিক্ষিত পাত্রের জন্য সুন্দরী ও শিক্ষিতা পাত্রী চাই। সি: ১১১৬১৯/১৫ bbox=[608, 1167, 772, 1216]
classified-ad: ওয়ার্ক পারমিট ভিসা : রুমানিয়া, পোল্যান্ড ও ইউরোপের বিভিন্ন দেশে। সি: ১১১৬১৮/১৫ bbox=[608, 686, 772, 735]
classified-ad: ফ্ল্যাট বিক্রয় : রাজউক পূর্বাচল ও উত্তরায় রেডি ফ্ল্যাট বিক্রয়। ০১৯১৪৫৬৭৫৯০ সি: ১১১৫৬৩/১৫ bbox=[220, 1713, 379, 1763]
classified-ad: পাত্র চাই : সুপ্রতিষ্ঠিত পরিবারের শিক্ষিতা পাত্রীর জন্য Citizenship প্রাপ্ত পাত্র চাই। সি: ১১১৬২২/১৫ bbox=[608, 1068, 772, 1117]
classified-ad: অফিস/দোকান ভাড়া হবে : মতিঝিলে অফিস স্পেস ভাড়া দেওয়া হবে। ০১৭১১৫০২২৭৮ সি: ১১১৫৯৪/১৫ bbox=[394, 735, 593, 784]
news-body: (প্রথম পৃষ্ঠার পর) বছর ধরেই এমন প্রবণতা চলছে। প্রবাসী বাংলাদেশিরা বিভিন্ন অপরাধে জড়িয়ে পড়ায় দেশের ভাবমূর্তি ক্ষুণ্ণ হচ্ছে। বিশেষজ্ঞরা বলছেন, বৈধ পথে অভিবাসন নিশ্চিত করা এবং প্রবাসীদের প্রশিক্ষণ দেওয়া জরুরি। স্বরাষ্ট্র মন্ত্রণালয় জানিয়েছে, এসব ঘটনা তদন্তে একটি বিশেষ কমিটি কাজ করছে। bbox=[1065, 372, 1494, 415]
classified-ad: আবশ্যক : ঢাকার সুপ্রতিষ্ঠিত কোম্পানিতে স্থায়ী পদে বেতন আলোচনা সাপেক্ষে। ০১৭১১৫০০০৪০ সি: ১১১৫৭১/১৫ bbox=[41, 299, 206, 349]
classified-ad: ফ্ল্যাট বিক্রয় : রাজউক পূর্বাচল ও উত্তরায় রেডি ফ্ল্যাট বিক্রয়। ০১৯১৪৫৬৭৫৯০ সি: ১১১৫৬৩/১৫ bbox=[220, 1420, 379, 1462]
classified-ad: আবশ্যক : ঢাকা-চট্টগ্রাম হাইওয়েতে রেস্টুরেন্টের জন্য বাবুর্চি ও ম্যানেজার। ০১৭১৫১৬২০৫৪ সি: ১১১৬২০/১৫ bbox=[220, 463, 379, 513]
masthead-rule bbox=[41, 140, 1490, 142]
classified-ad: পাত্রী চাই : প্রতিষ্ঠিত পরিবারের শিক্ষিত পাত্রের জন্য সুন্দরী ও শিক্ষিতা পাত্রী চাই। সি: ১১১৬১৯/১৫ bbox=[608, 1365, 772, 1415]
classified-ad: প্লট ভাড়া : উত্তরায় গাড়ি পার্কিং এর জন্য প্লট ভাড়া হবে। সি: ১১১৬৩১/১৫ bbox=[394, 1264, 593, 1299]
news-body: (প্রথম পৃষ্ঠার পর) বন্দি হওয়ার আশঙ্কায় তারা দেশে ফিরতে পারছেন না। মানবপাচারকারী চক্রের মাধ্যমে তারা বিদেশে গিয়েছিলেন। আটকে পড়া বাংলাদেশিদের দ্রুত ফিরিয়ে আনতে সরকারের পক্ষ থেকে উদ্যোগ নেওয়া হয়েছে বলে জানানো হয়। bbox=[787, 603, 1052, 662]
news-body: (প্রথম পৃষ্ঠার পর) শিক্ষকরা পাচ্ছেন নতুন বেতন। তার পুরনো বেতন স্কেল অনুযায়ী নতুন স্কেলে সর্বোচ্চ ৭৮০০০ টাকা এবং সর্বনিম্ন ৮২৫০ টাকা নির্ধারণ করা হয়েছে। মন্ত্রিসভার বৈঠকে এ প্রস্তাব অনুমোদন দেওয়া হয়। নতুন বেতন কাঠামো আগামী জুলাই থেকে কার্যকর হবে। bbox=[1065, 940, 1494, 983]
news-body: (প্রথম পৃষ্ঠার পর) বন্দি হওয়ার আশঙ্কায় তারা দেশে ফিরতে পারছেন না। মানবপাচারকারী চক্রের মাধ্যমে তারা বিদেশে গিয়েছিলেন। আটকে পড়া বাংলাদেশিদের দ্রুত ফিরিয়ে আনতে সরকারের পক্ষ থেকে উদ্যোগ নেওয়া হয়েছে বলে জানানো হয়। bbox=[787, 918, 1052, 977]
classified-ad: বিবিধ/ভিসা প্রসেসিং : জাপানের ভিসা প্রসেসিং করা হয়। 01715373764, 01941807383 mrtadvertiser@gmail.com সি: ১১১৬২৯/১৫ bbox=[608, 1529, 772, 1608]
classified-ad: টিউশনি : অভিজ্ঞ শিক্ষক পড়ানো হয়। সি: ১১১৫৫৮/১৫ bbox=[608, 800, 772, 834]
classified-ad: জমি বিক্রয় : গাজীপুরে আবাসিক প্লট বিক্রয় হবে। ০১৭৪২০৮২৮২১ সি: ১১১৬১৮/১৫ bbox=[394, 477, 593, 512]
classified-ad: সুবর্ণ সুযোগ : স্বল্প খরচে বিদেশে উচ্চশিক্ষা ও ভিসা প্রসেসিং। ০১৭৮২৩৩৩৪৫৯ সি: ১১১৬২৪/১৫ bbox=[608, 587, 772, 636]
news-body: (প্রথম পৃষ্ঠার পর) বছর ধরেই এমন প্রবণতা চলছে। প্রবাসী বাংলাদেশিরা বিভিন্ন অপরাধে জড়িয়ে পড়ায় দেশের ভাবমূর্তি ক্ষুণ্ণ হচ্ছে। বিশেষজ্ঞরা বলছেন, বৈধ পথে অভিবাসন নিশ্চিত করা এবং প্রবাসীদের প্রশিক্ষণ দেওয়া জরুরি। স্বরাষ্ট্র মন্ত্রণালয় জানিয়েছে, এসব ঘটনা তদন্তে একটি বিশেষ কমিটি কাজ করছে। bbox=[1065, 419, 1494, 462]
section-heading: আবশ্যক bbox=[41, 143, 206, 168]
signatory-title: সভাপতি, কলেজ পরিচালনা পরিষদ ও জেলা প্রশাসক, মাদারীপুর। bbox=[1137, 2264, 1421, 2277]
classified-ad: এফিডেভিট : SYEDA MUBASSIR MAHJABIN NAHIAN নামে পরিচিত হব। সি: ১১১৬৩১/১৫ bbox=[787, 1248, 1052, 1282]
classified-ad: প্লট বিক্রয় : উত্তরা ১০ নং সেক্টরে ৫ কাঠা প্লট বিক্রয়। ০১৭১২২৭২৫১২ সি: ১১১৫৬৯/১৫ bbox=[394, 631, 593, 665]
notice-body: (জাতীয় ও আন্তর্জাতিক খ্যাতিসম্পন্ন বিশিষ্ট শিক্ষানুরাগী ব্যক্তিত্ব আলহাজ্ব সৈয়দ আবুল হোসেন কর্তৃক প্রতিষ্ঠিত) সরকার ও জাতীয় বিশ্ববিদ্যালয়ের বিধি ও বেতনক্রম অনুযায়ী অধ্যক্ষ পদে নিয়োগের জন্য দরখাস্ত আহবান করা যাচ্ছে। আগ্রহী প্রার্থীদের আবেদনপত্র ২৩/০৯/২০১৫ইং তারিখের মধ্যে দরখাস্ত প্রেরণ করতে হবে। bbox=[1074, 2176, 1484, 2242]
classified-ad: পাত্রী চাই : প্রতিষ্ঠিত পরিবারের শিক্ষিত পাত্রের জন্য সুন্দরী ও শিক্ষিতা পাত্রী চাই। সি: ১১১৬১৯/১৫ bbox=[608, 973, 772, 1015]
news-body: (প্রথম পৃষ্ঠার পর) বন্দি হওয়ার আশঙ্কায় তারা দেশে ফিরতে পারছেন না। মানবপাচারকারী চক্রের মাধ্যমে তারা বিদেশে গিয়েছিলেন। আটকে পড়া বাংলাদেশিদের দ্রুত ফিরিয়ে আনতে সরকারের পক্ষ থেকে উদ্যোগ নেওয়া হয়েছে বলে জানানো হয়। bbox=[787, 729, 1052, 788]
classified-ad: প্লট বিক্রয় : উত্তরা ১০ নং সেক্টরে ৫ কাঠা প্লট বিক্রয়। ০১৭১২২৭২৫১২ সি: ১১১৫৬৯/১৫ bbox=[394, 1007, 593, 1042]
news-body: (প্রথম পৃষ্ঠার পর) এ প্রক্রিয়া শুরু হয় গেছে। জাতীয় সংসদের পক্ষ থেকে সব জেলা ও উপজেলায় আনুষ্ঠানিকভাবে এ কার্যক্রম শুরু হয়েছে। কর্মকর্তারা বলেন, স্থানীয় পর্যায়ে প্রস্তুতি চলছে এবং প্রতিটি জেলায় আলাদা কমিটি গঠন করা হয়েছে। bbox=[787, 428, 1052, 487]
job-visa-advertisement bbox=[1065, 1740, 1494, 1882]
classified-ad: ভিসা প্রসেসিং : ১০০% নিশ্চয়তায় বিশ্বস্ত প্রতিষ্ঠান। www.abhworld.com সি: ১১১৫২১/১৫ bbox=[608, 304, 772, 353]
classified-ad: আবশ্যক : ইসলামী গ্রুপ কোম্পানীর প্রধান কার্যালয়ে কর্মক্ষম পরিচ্ছন্নতা বেতন যোগ্যতা অনুযায়ী আবশ্যক। ০১৭৭৩৪৮৭১৯০ bbox=[41, 1450, 206, 1515]
classified-ad: জরুরি নিয়োগ : উত্তরাতে দেশীয় শিল্প প্রতিষ্ঠানে ম্যানেজার ১ জন ও মার্কেটিং অফিসার। ০১৭১০৪৪৪৬৮৩ সি: ১১১৫১৫/১৫ bbox=[220, 1118, 379, 1182]
classified-ad: আবশ্যক : মার্কেটিং ও বিক্রয় প্রতিনিধি এবং ড্রাইভার আবশ্যক। সি: ১১১৬২৮/১৫ bbox=[220, 413, 379, 463]
classified-ad: জরুরি নিয়োগ : উত্তরাতে শিক্ষিত যুবক যুবতী আবশ্যক। বেতন আলোচনা সাপেক্ষে। সি: ১১১৫৮৭/১৫ bbox=[41, 1351, 206, 1401]
classified-ad: আবশ্যক : গ্রুপ অব কোম্পানীর সার্ভিস অফিস ব্যবস্থাপনায় সম্মানজনক বেতনে ছাত্র ও ট্রেইনী শিক্ষানবিশ আবশ্যক। (ক) মার্কেটিং অফিসার পদ। সি: ১১১৬১৮/১৫ bbox=[41, 1778, 206, 1842]
classified-ad: আবশ্যক : প্রতিষ্ঠিত প্রতিষ্ঠানে কিশোরগঞ্জ জেলার প্রার্থী অগ্রাধিকার। বিস্তারিত জানতে যোগাযোগ। সি: ১১১৪২৫/১৫ bbox=[41, 398, 206, 448]
promo-prefix: মাসে bbox=[1139, 1749, 1168, 1765]
classified-ad: নিয়োগ বিজ্ঞপ্তি : উত্তরায় অবস্থিত প্রতিষ্ঠানে হিসাবরক্ষক আবশ্যক। ০১৯৬৯৩৪৩৩৭১ সি: ১১১৬১৫/১৫ bbox=[220, 1282, 379, 1331]
classified-ad: আবশ্যক : মার্কেটিং ও বিক্রয় প্রতিনিধি এবং ড্রাইভার আবশ্যক। সি: ১১১৬২৮/১৫ bbox=[220, 1182, 379, 1232]
classified-ad: ঘরে বসে উপার্জন : অনলাইনে কাজ শিখুন। 01818-829360 E-mail: adcounsellor@gmail.com সি: ১১১৬১৭/১৫ bbox=[608, 735, 772, 800]
divider bbox=[787, 559, 1052, 561]
news-body: (প্রথম পৃষ্ঠার পর) এ প্রক্রিয়া শুরু হয় গেছে। জাতীয় সংসদের পক্ষ থেকে সব জেলা ও উপজেলায় আনুষ্ঠানিকভাবে এ কার্যক্রম শুরু হয়েছে। কর্মকর্তারা বলেন, স্থানীয় পর্যায়ে প্রস্তুতি চলছে এবং প্রতিটি জেলায় আলাদা কমিটি গঠন করা হয়েছে। bbox=[787, 365, 1052, 424]
classified-ad: বিক্রয় : মিরপুরে ৩ কাঠা প্লট ও বাড়ি বিক্রয় হবে। ০১৭১১৫৭৭২৫৭ সি: ১১১৫৭১/১৫ bbox=[220, 1614, 379, 1663]
classified-ad: সুপারভাইজার : নির্মাণ প্রতিষ্ঠানে অভিজ্ঞ সুপারভাইজার নিয়োগ দেওয়া হবে। সি: ১১১৬০৩/১৫ bbox=[41, 1401, 206, 1450]
weekday: মঙ্গলবার bbox=[1119, 53, 1183, 75]
classified-ad: আবশ্যক : গ্রুপ অব কোম্পানীর সার্ভিস অফিস ব্যবস্থাপনায় সম্মানজনক বেতনে ছাত্র ও ট্রেইনী শিক্ষানবিশ আবশ্যক। (ক) মার্কেটিং অফিসার পদ। সি: ১১১৬১৮/১৫ bbox=[41, 1138, 206, 1202]
news-body: (প্রথম পৃষ্ঠার পর) বন্দি হওয়ার আশঙ্কায় তারা দেশে ফিরতে পারছেন না। মানবপাচারকারী চক্রের মাধ্যমে তারা বিদেশে গিয়েছিলেন। আটকে পড়া বাংলাদেশিদের দ্রুত ফিরিয়ে আনতে সরকারের পক্ষ থেকে উদ্যোগ নেওয়া হয়েছে বলে জানানো হয়। bbox=[787, 792, 1052, 851]
masthead-separator bbox=[1194, 47, 1201, 110]
classified-ad: জরুরি নিয়োগ : ম্যানেজার, মার্কেটিং অফিসার, রিসিপশনিস্ট ও ড্রাইভার। সি: ১১১৫৯২/১৫ bbox=[41, 1728, 206, 1778]
logo-underline bbox=[1209, 120, 1485, 124]
news-body: (প্রথম পৃষ্ঠার পর) বছর ধরেই এমন প্রবণতা চলছে। প্রবাসী বাংলাদেশিরা বিভিন্ন অপরাধে জড়িয়ে পড়ায় দেশের ভাবমূর্তি ক্ষুণ্ণ হচ্ছে। বিশেষজ্ঞরা বলছেন, বৈধ পথে অভিবাসন নিশ্চিত করা এবং প্রবাসীদের প্রশিক্ষণ দেওয়া জরুরি। স্বরাষ্ট্র মন্ত্রণালয় জানিয়েছে, এসব ঘটনা তদন্তে একটি বিশেষ কমিটি কাজ করছে। bbox=[1065, 513, 1494, 557]
promo-contact bbox=[1241, 1814, 1490, 1849]
news-body: (প্রথম পৃষ্ঠার পর) বছর ধরেই এমন প্রবণতা চলছে। প্রবাসী বাংলাদেশিরা বিভিন্ন অপরাধে জড়িয়ে পড়ায় দেশের ভাবমূর্তি ক্ষুণ্ণ হচ্ছে। বিশেষজ্ঞরা বলছেন, বৈধ পথে অভিবাসন নিশ্চিত করা এবং প্রবাসীদের প্রশিক্ষণ দেওয়া জরুরি। স্বরাষ্ট্র মন্ত্রণালয় জানিয়েছে, এসব ঘটনা তদন্তে একটি বিশেষ কমিটি কাজ করছে। bbox=[1065, 324, 1494, 368]
classified-ad: ফ্ল্যাট ভাড়া : ধানমন্ডি ও গুলশানে ফ্ল্যাট ভাড়া দেওয়া হবে। ০১৬৭৩২৫৩০৯৪ সি: ১১১৬৫৫/১৫ bbox=[220, 1663, 379, 1713]
